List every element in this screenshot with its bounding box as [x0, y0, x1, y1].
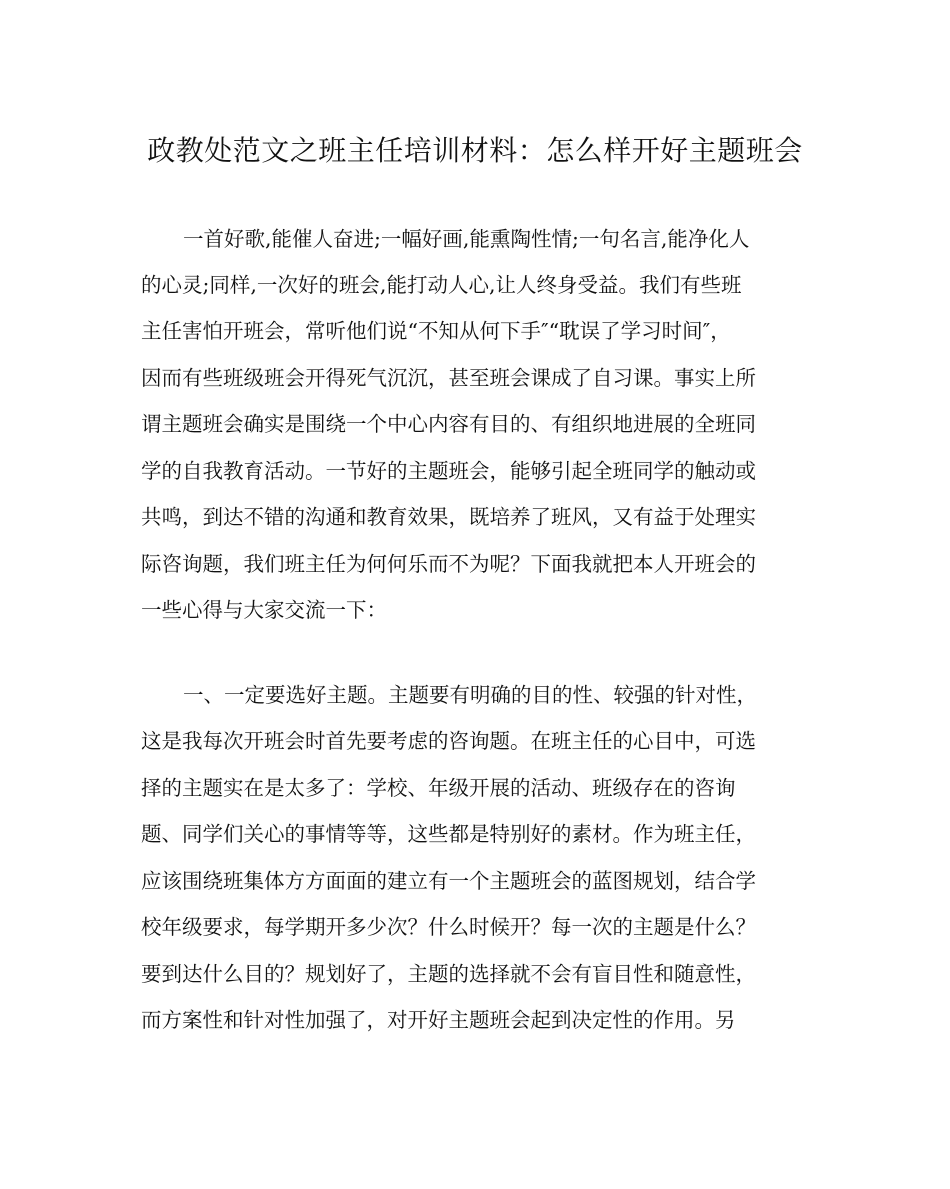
paragraph-1-line-2: 的心灵;同样,一次好的班会,能打动人心,让人终身受益。我们有些班	[141, 273, 742, 297]
paragraph-2-line-7: 要到达什么目的？规划好了，主题的选择就不会有盲目性和随意性，	[141, 962, 756, 986]
paragraph-2-line-8: 而方案性和针对性加强了，对开好主题班会起到决定性的作用。另	[141, 1008, 736, 1032]
paragraph-1-line-8: 际咨询题，我们班主任为何何乐而不为呢？下面我就把本人开班会的	[141, 552, 756, 576]
paragraph-1-line-6: 学的自我教育活动。一节好的主题班会，能够引起全班同学的触动或	[141, 459, 756, 483]
paragraph-2-line-2: 这是我每次开班会时首先要考虑的咨询题。在班主任的心目中，可选	[141, 729, 756, 753]
paragraph-1-line-1: 一首好歌,能催人奋进;一幅好画,能熏陶性情;一句名言,能净化人	[183, 227, 750, 251]
paragraph-2-line-6: 校年级要求，每学期开多少次？什么时候开？每一次的主题是什么？	[141, 915, 756, 939]
paragraph-1-line-3: 主任害怕开班会，常听他们说“不知从何下手″“耽误了学习时间″，	[141, 319, 731, 343]
paragraph-2-line-1: 一、一定要选好主题。主题要有明确的目的性、较强的针对性，	[183, 683, 757, 707]
paragraph-2-line-4: 题、同学们关心的事情等等，这些都是特别好的素材。作为班主任，	[141, 822, 756, 846]
paragraph-2-line-3: 择的主题实在是太多了：学校、年级开展的活动、班级存在的咨询	[141, 776, 736, 800]
paragraph-1-line-9: 一些心得与大家交流一下：	[141, 598, 387, 622]
paragraph-1-line-5: 谓主题班会确实是围绕一个中心内容有目的、有组织地进展的全班同	[141, 412, 756, 436]
document-title: 政教处范文之班主任培训材料：怎么样开好主题班会	[147, 134, 803, 167]
paragraph-1-line-7: 共鸣，到达不错的沟通和教育效果，既培养了班风，又有益于处理实	[141, 505, 756, 529]
paragraph-2-line-5: 应该围绕班集体方方面面的建立有一个主题班会的蓝图规划，结合学	[141, 869, 756, 893]
paragraph-1-line-4: 因而有些班级班会开得死气沉沉，甚至班会课成了自习课。事实上所	[141, 366, 756, 390]
